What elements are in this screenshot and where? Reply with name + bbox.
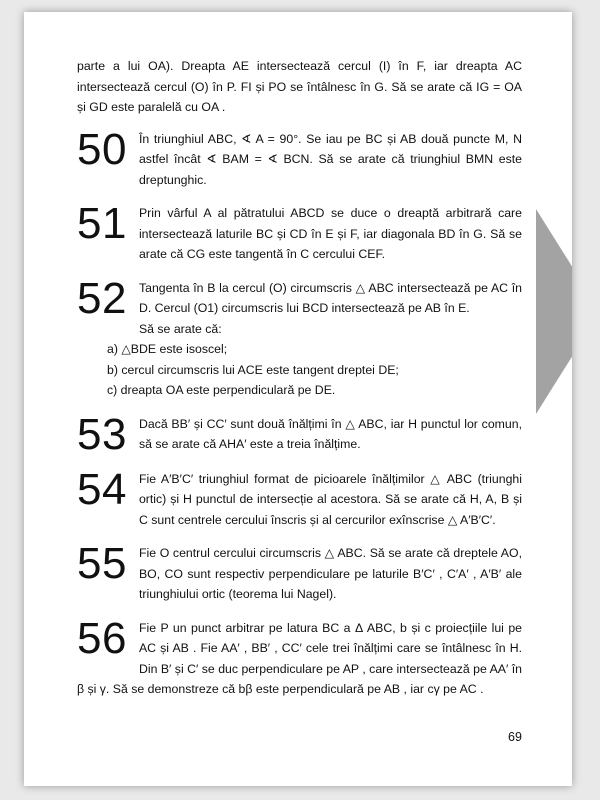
problem-item-a: a) △BDE este isoscel; <box>107 342 228 356</box>
problem-text: Prin vârful A al pătratului ABCD se duce o dreaptă arbitrară care intersectează laturile BC și CD în E și F, iar diagonala BD în G. Să se arate că CG este tangentă în C cercului CEF. <box>138 206 522 261</box>
intro-paragraph: parte a lui OA). Dreapta AE intersectează cercul (I) în F, iar dreapta AC intersectează cercul (O) în P. FI și PO se întâlnesc în G. Să se arate că IG = OA și GD este paralelă cu OA . <box>77 59 522 114</box>
problem-53 <box>77 409 522 459</box>
problem-text: Dacă BB′ și CC′ sunt două înălțimi în △ ABC, iar H punctul lor comun, să se arate că AHA′ este a treia înălțime. <box>138 416 522 451</box>
problem-item-c: c) dreapta OA este perpendiculară pe DE. <box>107 383 336 397</box>
problem-text: În triunghiul ABC, ∢ A = 90°. Se iau pe BC și AB două puncte M, N astfel încât ∢ BAM = ∢ BCN. Să se arate că triunghiul BMN este dreptunghic. <box>138 131 522 187</box>
problem-54 <box>77 464 522 531</box>
problem-number: 54 <box>77 464 127 514</box>
problem-50 <box>77 124 522 191</box>
problem-number: 55 <box>77 539 127 588</box>
problem-text: Tangenta în B la cercul (O) circumscris △ ABC intersectează pe AC în D. Cercul (O1) circumscris lui BCD intersectează pe AB în E. <box>138 280 522 315</box>
problem-lead: Să se arate că: <box>138 321 222 336</box>
problem-text: Fie P un punct arbitrar pe latura BC a Δ ABC, b și c proiecțiile lui pe AC și AB . Fie AA′ , BB′ , CC′ cele trei înălțimi care se întâlnesc în H. Din B′ și C′ se duc perpendiculare pe AP , care intersectează pe AA′ în β și γ. Să se demonstreze că bβ este perpendiculară pe AB , iar cγ pe AC . <box>77 620 522 696</box>
problem-text: Fie A′B′C′ triunghiul format de picioarele înălțimilor △ ABC (triunghi ortic) și H punctul de intersecție al acestora. Să se arate că H, A, B și C sunt centrele cercului înscris și al cercurilor exînscrise △ A′B′C′. <box>138 471 522 527</box>
page-number: 69 <box>508 730 522 744</box>
problem-56 <box>77 613 522 700</box>
problem-number: 56 <box>77 613 127 663</box>
problem-text: Fie O centrul cercului circumscris △ ABC. Să se arate că dreptele AO, BO, CO sunt respectiv perpendiculare pe laturile B′C′ , C′A′ , A′B′ ale triunghiului ortic (teorema lui Nagel). <box>138 546 522 601</box>
problem-number: 52 <box>77 273 127 323</box>
problem-52 <box>77 273 522 401</box>
book-page <box>24 12 572 786</box>
problem-55 <box>77 539 522 605</box>
problem-number: 53 <box>77 409 127 459</box>
problem-number: 51 <box>77 199 127 248</box>
page-edge-tab <box>536 209 572 414</box>
problem-51 <box>77 199 522 265</box>
problem-item-b: b) cercul circumscris lui ACE este tangent dreptei DE; <box>107 362 399 377</box>
page-content <box>77 56 522 713</box>
problem-number: 50 <box>77 124 127 174</box>
